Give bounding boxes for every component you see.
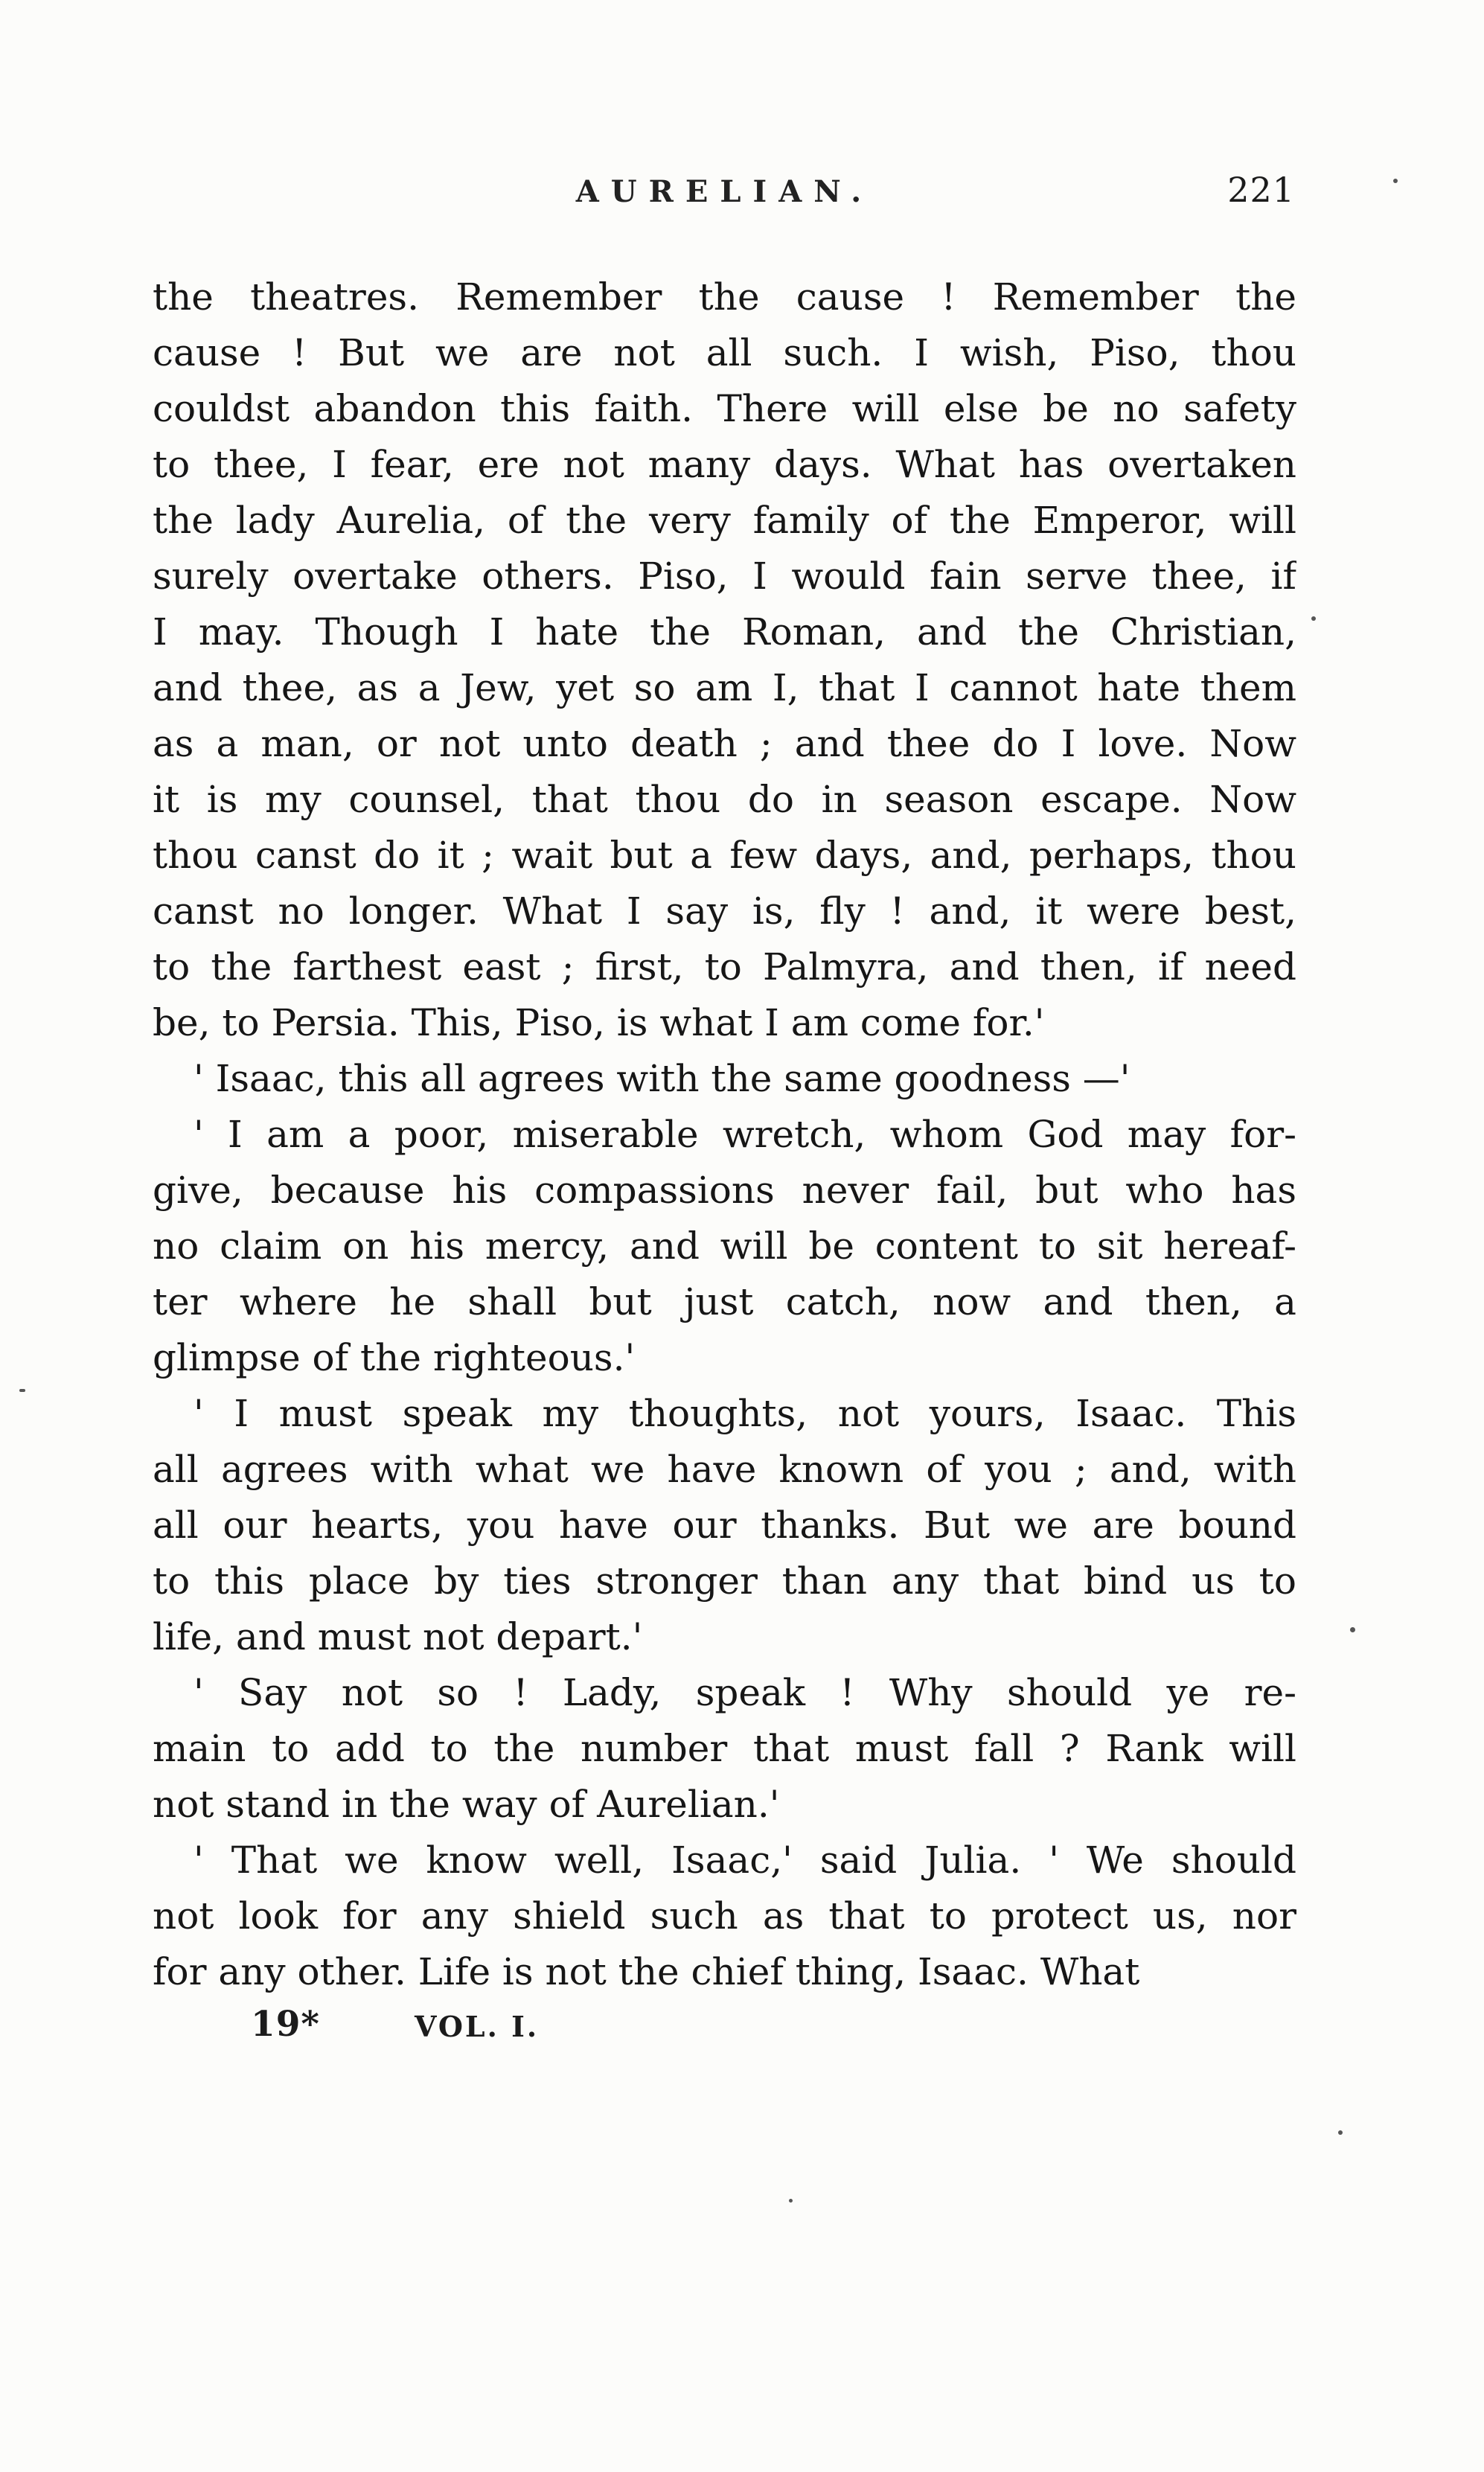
- volume-label: VOL. I.: [415, 2010, 540, 2043]
- text-line: to this place by ties stronger than any that bind us to: [153, 1559, 1296, 1603]
- scan-speck: [19, 1389, 25, 1392]
- text-line: ' I must speak my thoughts, not yours, Isaac. This: [194, 1392, 1296, 1435]
- text-line: glimpse of the righteous.': [153, 1336, 636, 1379]
- text-line: and thee, as a Jew, yet so am I, that I cannot hate them: [153, 666, 1296, 709]
- text-line: main to add to the number that must fall ? Rank will: [153, 1727, 1296, 1770]
- paragraph: [153, 1833, 1296, 2000]
- text-line: I may. Though I hate the Roman, and the Christian,: [153, 610, 1296, 654]
- text-line: ter where he shall but just catch, now and then, a: [153, 1280, 1296, 1323]
- text-line: the lady Aurelia, of the very family of the Emperor, will: [153, 499, 1296, 542]
- running-title: AURELIAN.: [575, 174, 874, 209]
- scan-speck: [1393, 179, 1398, 183]
- text-line: ' That we know well, Isaac,' said Julia. ' We should: [194, 1839, 1296, 1882]
- text-line: all agrees with what we have known of you ; and, with: [153, 1448, 1296, 1491]
- paragraph: [153, 1107, 1296, 1386]
- paragraph: [153, 269, 1296, 1051]
- scan-speck: [1350, 1627, 1355, 1632]
- page-body: [153, 269, 1296, 2000]
- scan-speck: [1311, 616, 1316, 621]
- text-line: as a man, or not unto death ; and thee do I love. Now: [153, 722, 1296, 765]
- text-line: be, to Persia. This, Piso, is what I am come for.': [153, 1001, 1045, 1044]
- text-line: life, and must not depart.': [153, 1615, 643, 1658]
- scan-speck: [789, 2199, 793, 2203]
- text-line: to thee, I fear, ere not many days. What has overtaken: [153, 443, 1296, 486]
- text-line: give, because his compassions never fail, but who has: [153, 1169, 1296, 1212]
- page-footer: [153, 2004, 1296, 2056]
- scan-speck: [1338, 2130, 1343, 2135]
- text-line: couldst abandon this faith. There will else be no safety: [153, 387, 1296, 430]
- text-line: not stand in the way of Aurelian.': [153, 1783, 780, 1826]
- text-line: the theatres. Remember the cause ! Remember the: [153, 275, 1296, 319]
- paragraph: [153, 1051, 1296, 1107]
- text-line: for any other. Life is not the chief thing, Isaac. What: [153, 1950, 1140, 1993]
- text-line: thou canst do it ; wait but a few days, and, perhaps, thou: [153, 834, 1296, 877]
- text-line: canst no longer. What I say is, fly ! and, it were best,: [153, 890, 1296, 933]
- text-line: ' I am a poor, miserable wretch, whom God may for-: [194, 1113, 1296, 1156]
- text-line: ' Say not so ! Lady, speak ! Why should ye re-: [194, 1671, 1296, 1714]
- text-line: surely overtake others. Piso, I would fain serve thee, if: [153, 555, 1296, 598]
- text-line: all our hearts, you have our thanks. But we are bound: [153, 1504, 1296, 1547]
- text-line: not look for any shield such as that to protect us, nor: [153, 1894, 1296, 1938]
- text-line: cause ! But we are not all such. I wish, Piso, thou: [153, 331, 1296, 374]
- paragraph: [153, 1665, 1296, 1833]
- page-number: 221: [1227, 170, 1295, 210]
- text-line: ' Isaac, this all agrees with the same goodness —': [194, 1057, 1130, 1100]
- text-line: to the farthest east ; first, to Palmyra, and then, if need: [153, 945, 1296, 989]
- text-line: no claim on his mercy, and will be content to sit hereaf-: [153, 1224, 1296, 1268]
- paragraph: [153, 1386, 1296, 1665]
- page-header: [153, 170, 1296, 214]
- text-line: it is my counsel, that thou do in season escape. Now: [153, 778, 1296, 821]
- signature-mark: 19*: [251, 2004, 320, 2045]
